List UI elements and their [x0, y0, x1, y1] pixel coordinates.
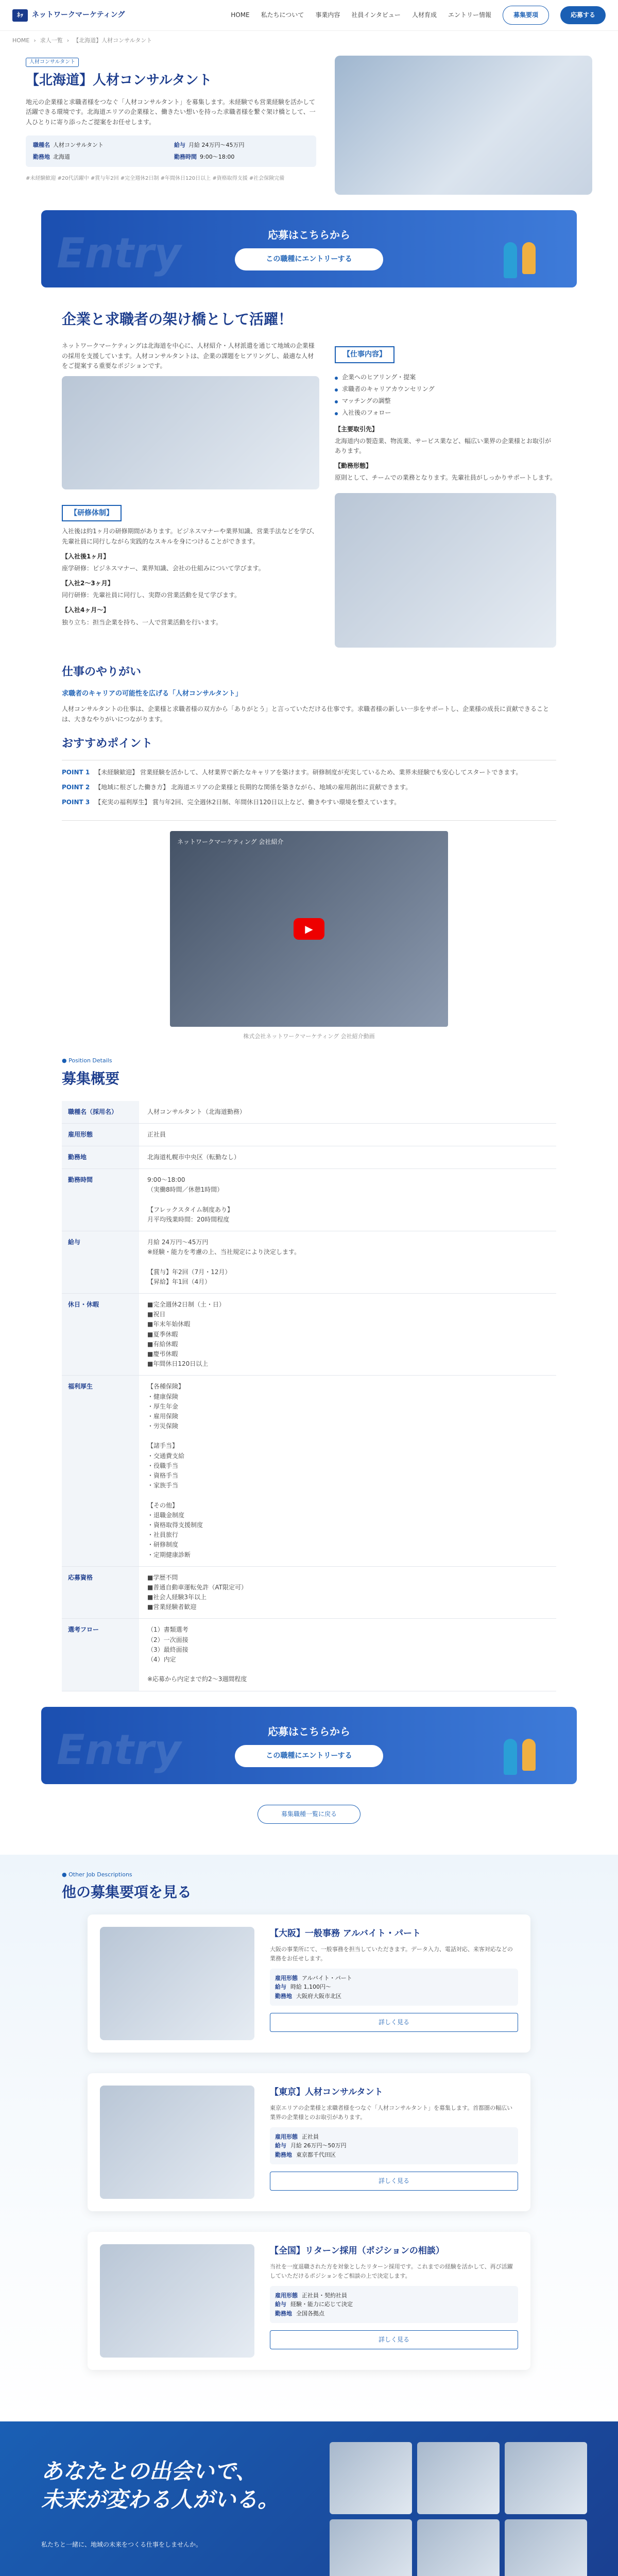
- nav-home[interactable]: HOME: [231, 11, 250, 19]
- training-step-head: 【入社4ヶ月〜】: [62, 606, 110, 614]
- table-row: 給与 月給 24万円〜45万円 ※経験・能力を考慮の上、当社規定により決定します。 【賞与】年2回（7月・12月） 【昇給】年1回（4月）: [62, 1231, 556, 1294]
- info-item: 勤務地 北海道: [33, 154, 70, 161]
- hero-photo: [335, 56, 592, 195]
- job-card[interactable]: [88, 1914, 530, 2053]
- training-step-text: 独り立ち：担当企業を持ち、一人で営業活動を行います。: [62, 618, 222, 626]
- job-card-title: 【東京】人材コンサルタント: [270, 2087, 383, 2098]
- bridge-section: [62, 341, 556, 648]
- nav-training[interactable]: 人材育成: [411, 11, 437, 19]
- training-step-text: 座学研修：ビジネスマナー、業界知識、会社の仕組みについて学びます。: [62, 564, 265, 572]
- list-item: POINT 2 【地域に根ざした働き方】 北海道エリアの企業様と長期的な関係を築きながら、地域の雇用創出に貢献できます。: [62, 784, 412, 791]
- site-header: [0, 0, 618, 31]
- yarigai-title: 仕事のやりがい: [62, 666, 142, 679]
- person-figure-icon: [504, 242, 517, 278]
- person-figure-icon: [522, 1739, 536, 1771]
- breadcrumb-separator: ›: [33, 37, 36, 44]
- yarigai-lead: 求職者のキャリアの可能性を広げる「人材コンサルタント」: [62, 689, 242, 698]
- points-title: おすすめポイント: [62, 737, 153, 750]
- staff-photo: [330, 2442, 412, 2514]
- main-text: 北海道内の製造業、物流業、サービス業など、幅広い業界の企業様とお取引があります。: [335, 437, 552, 454]
- job-card-info: 雇用形態 正社員 給与 月給 26万円〜50万円 勤務地 東京都千代田区: [270, 2127, 518, 2165]
- table-row: 職種名（採用名） 人材コンサルタント（北海道勤務）: [62, 1101, 556, 1124]
- yarigai-text: 人材コンサルタントの仕事は、企業様と求職者様の双方から「ありがとう」と言っていただける仕事です。求職者様の新しい一歩をサポートし、企業様の成長に貢献できることは、大きなやりがいにつながります。: [62, 705, 549, 723]
- training-text: 入社後は約1ヶ月の研修期間があります。ビジネスマナーや業界知識、営業手法などを学び、先輩社員に同行しながら実践的なスキルを身につけることができます。: [62, 528, 318, 545]
- cta-title: 応募はこちらから: [268, 1725, 350, 1738]
- breadcrumb-home[interactable]: HOME: [12, 37, 30, 44]
- job-card-photo: [100, 2086, 254, 2199]
- nav-business[interactable]: 事業内容: [315, 11, 340, 19]
- staff-photo: [417, 2442, 500, 2514]
- table-row: 勤務時間 9:00〜18:00 （実働8時間／休憩1時間） 【フレックスタイム制度あり】 月平均残業時間：20時間程度: [62, 1169, 556, 1231]
- logo-mark: ﾈｯ: [12, 9, 28, 22]
- info-item: 勤務時間 9:00〜18:00: [174, 154, 235, 161]
- tasks-label: 【仕事内容】: [335, 346, 394, 363]
- page-title: 【北海道】人材コンサルタント: [26, 72, 212, 88]
- job-tag: 人材コンサルタント: [26, 58, 79, 67]
- list-item: 入社後のフォロー: [335, 408, 556, 418]
- table-row: 雇用形態 正社員: [62, 1123, 556, 1146]
- info-item: 給与 月給 24万円〜45万円: [174, 141, 245, 148]
- job-card-photo: [100, 2244, 254, 2358]
- training-label: 【研修体制】: [62, 505, 122, 521]
- logo-text: ネットワークマーケティング: [32, 11, 125, 20]
- bottom-cta: [0, 2421, 618, 2576]
- table-row: 福利厚生 【各種保険】 ・健康保険 ・厚生年金 ・雇用保険 ・労災保険 【諸手当】 ・交通費支給 ・役職手当 ・資格手当 ・家族手当 【その他】 ・退職金制度 ・資格取得支援制度 ・社員旅行 ・研修制度 ・定期健康診断: [62, 1376, 556, 1566]
- job-card[interactable]: [88, 2232, 530, 2370]
- points-list: [62, 760, 556, 821]
- job-card-info: 雇用形態 アルバイト・パート 給与 時給 1,100円〜 勤務地 大阪府大阪市北区: [270, 1969, 518, 2006]
- hashtags: #未経験歓迎 #20代活躍中 #賞与年2回 #完全週休2日制 #年間休日120日以上 #資格取得支援 #社会保険完備: [26, 175, 285, 181]
- list-item: POINT 3 【充実の福利厚生】 賞与年2回、完全週休2日制、年間休日120日以上など、働きやすい環境を整えています。: [62, 799, 401, 806]
- person-figure-icon: [522, 242, 536, 274]
- list-item: 企業へのヒアリング・提案: [335, 372, 556, 382]
- training-step-head: 【入社2〜3ヶ月】: [62, 580, 114, 587]
- cta-banner: [41, 1707, 577, 1784]
- recruit-eyebrow: ● Position Details: [62, 1057, 112, 1064]
- back-to-jobs-link[interactable]: 募集職種一覧に戻る: [258, 1805, 360, 1824]
- company-video[interactable]: [170, 831, 448, 1027]
- breadcrumb-separator: ›: [66, 37, 70, 44]
- video-title: ネットワークマーケティング 会社紹介: [177, 838, 284, 845]
- office-photo: [62, 376, 319, 489]
- staff-photo: [505, 2442, 587, 2514]
- cta-bg-word: Entry: [57, 229, 181, 277]
- breadcrumb-current: 【北海道】人材コンサルタント: [73, 37, 152, 44]
- nav-entry-info[interactable]: エントリー情報: [448, 11, 491, 19]
- table-row: 応募資格 ■学歴不問 ■普通自動車運転免許（AT限定可） ■社会人経験3年以上 ■営業経験者歓迎: [62, 1566, 556, 1619]
- job-card-title: 【全国】リターン採用（ポジションの相談）: [270, 2246, 444, 2257]
- job-card-text: 当社を一度退職された方を対象としたリターン採用です。これまでの経験を活かして、再び活躍していただけるポジションをご相談の上で決定します。: [270, 2263, 513, 2279]
- team-photo: [335, 493, 556, 648]
- list-item: マッチングの調整: [335, 396, 556, 406]
- list-item: 求職者のキャリアカウンセリング: [335, 384, 556, 394]
- job-card[interactable]: [88, 2073, 530, 2211]
- bottom-copy: あなたとの出会いで、 未来が変わる人がいる。: [41, 2459, 280, 2512]
- job-card-title: 【大阪】一般事務 アルバイト・パート: [270, 1928, 421, 1939]
- other-jobs-section: [0, 1855, 618, 2421]
- jobs-button[interactable]: 募集要項: [503, 6, 549, 25]
- bridge-intro: ネットワークマーケティングは北海道を中心に、人材紹介・人材派遣を通じて地域の企業様の採用を支援しています。人材コンサルタントは、企業の課題をヒアリングし、最適な人材をご提案する重要なポジションです。: [62, 342, 315, 369]
- recruit-title: 募集概要: [62, 1070, 120, 1087]
- entry-button[interactable]: この職種にエントリーする: [235, 1745, 383, 1767]
- staff-photo: [330, 2519, 412, 2576]
- others-title: 他の募集要項を見る: [62, 1884, 192, 1901]
- cta-bg-word: Entry: [57, 1725, 181, 1774]
- details-button[interactable]: 詳しく見る: [270, 2330, 518, 2349]
- global-nav: [231, 6, 606, 25]
- bridge-title: 企業と求職者の架け橋として活躍！: [62, 310, 293, 328]
- job-card-info: 雇用形態 正社員・契約社員 給与 経験・能力に応じて決定 勤務地 全国各拠点: [270, 2286, 518, 2324]
- main-label: 【主要取引先】: [335, 425, 379, 433]
- job-info-box: [26, 135, 316, 167]
- cta-banner: [41, 210, 577, 287]
- details-button[interactable]: 詳しく見る: [270, 2013, 518, 2032]
- cta-illustration: [504, 1739, 536, 1775]
- cta-illustration: [504, 242, 536, 278]
- apply-button[interactable]: 応募する: [560, 6, 606, 24]
- photo-grid: [330, 2442, 587, 2576]
- person-figure-icon: [504, 1739, 517, 1775]
- table-row: 勤務地 北海道札幌市中央区（転勤なし）: [62, 1146, 556, 1168]
- work-text: 原則として、チームでの業務となります。先輩社員がしっかりサポートします。: [335, 474, 556, 482]
- training-step-head: 【入社後1ヶ月】: [62, 552, 110, 560]
- breadcrumb: [0, 31, 618, 50]
- logo[interactable]: [12, 9, 125, 22]
- cta-title: 応募はこちらから: [268, 229, 350, 242]
- recruit-table: [62, 1101, 556, 1691]
- work-label: 【勤務形態】: [335, 462, 372, 470]
- table-row: 選考フロー （1）書類選考 （2）一次面接 （3）最終面接 （4）内定 ※応募から内定まで約2〜3週間程度: [62, 1619, 556, 1691]
- table-row: 休日・休暇 ■完全週休2日制（土・日） ■祝日 ■年末年始休暇 ■夏季休暇 ■有給休暇 ■慶弔休暇 ■年間休日120日以上: [62, 1294, 556, 1376]
- details-button[interactable]: 詳しく見る: [270, 2172, 518, 2191]
- staff-photo: [417, 2519, 500, 2576]
- bottom-sub: 私たちと一緒に、地域の未来をつくる仕事をしませんか。: [41, 2541, 202, 2549]
- job-hero: [26, 50, 592, 205]
- training-step-text: 同行研修：先輩社員に同行し、実際の営業活動を見て学びます。: [62, 591, 241, 599]
- job-card-text: 大阪の事業所にて、一般事務を担当していただきます。データ入力、電話対応、来客対応などの業務をお任せします。: [270, 1946, 513, 1962]
- tasks-list: [335, 372, 556, 418]
- job-card-photo: [100, 1927, 254, 2040]
- staff-photo: [505, 2519, 587, 2576]
- others-eyebrow: ● Other Job Descriptions: [62, 1871, 132, 1878]
- job-description: 地元の企業様と求職者様をつなぐ「人材コンサルタント」を募集します。未経験でも営業経験を活かして活躍できる環境です。北海道エリアの企業様と、働きたい想いを持った求職者様を繋ぐ架け橋として、一人ひとりに寄り添ったご提案をお任せします。: [26, 98, 316, 126]
- list-item: POINT 1 【未経験歓迎】 営業経験を活かして、人材業界で新たなキャリアを築けます。研修制度が充実しているため、業界未経験でも安心してスタートできます。: [62, 769, 522, 776]
- breadcrumb-jobs[interactable]: 求人一覧: [40, 37, 63, 44]
- info-item: 職種名 人材コンサルタント: [33, 141, 104, 148]
- nav-about[interactable]: 私たちについて: [261, 11, 304, 19]
- play-icon[interactable]: ▶: [294, 918, 324, 940]
- video-caption: 株式会社ネットワークマーケティング 会社紹介動画: [243, 1032, 375, 1040]
- nav-interview[interactable]: 社員インタビュー: [351, 11, 401, 19]
- entry-button[interactable]: この職種にエントリーする: [235, 248, 383, 270]
- job-card-text: 東京エリアの企業様と求職者様をつなぐ「人材コンサルタント」を募集します。首都圏の幅広い業界の企業様とのお取引があります。: [270, 2105, 513, 2121]
